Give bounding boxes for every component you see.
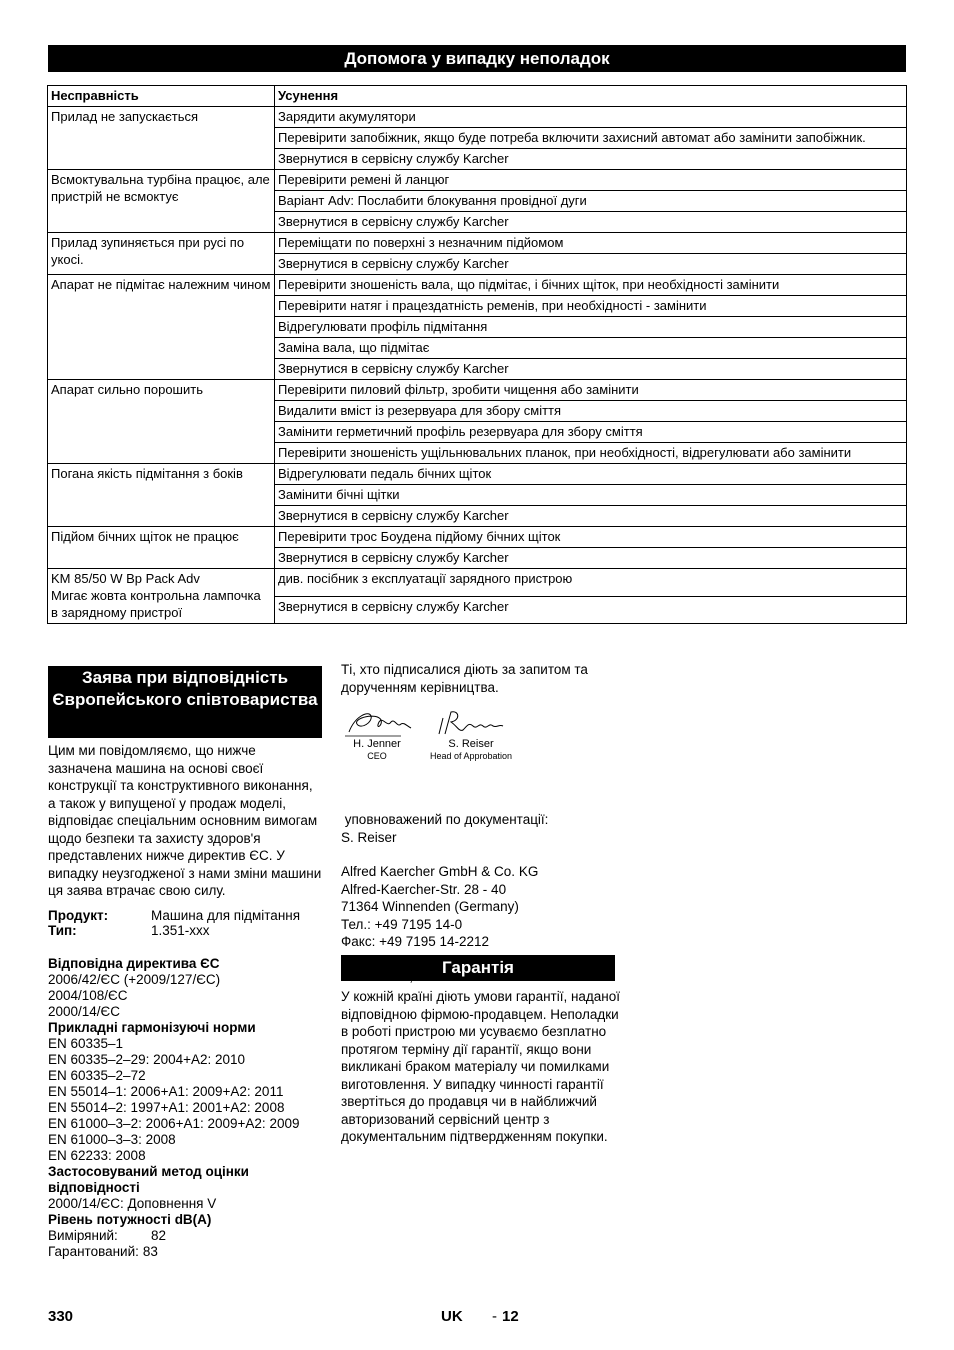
signer2-name: S. Reiser — [448, 738, 494, 750]
standard-item: EN 62233: 2008 — [48, 1147, 146, 1163]
remedy-cell: див. посібник з експлуатації зарядного пристрою — [275, 569, 907, 597]
signature-jenner-scribble — [341, 706, 413, 738]
remedy-cell: Замінити герметичний профіль резервуара для збору сміття — [275, 422, 907, 443]
measured-row — [48, 1228, 323, 1244]
remedy-cell: Перевірити натяг і працездатність ременів, при необхідності - замінити — [275, 296, 907, 317]
signature-jenner — [341, 706, 413, 762]
product-value: Машина для підмітання — [151, 907, 301, 923]
remedy-cell: Варіант Adv: Послабити блокування провідної дуги — [275, 191, 907, 212]
remedy-cell: Переміщати по поверхні з незначним підйомом — [275, 233, 907, 254]
standard-item: EN 55014–2: 1997+A1: 2001+A2: 2008 — [48, 1099, 285, 1115]
column-header-fault: Несправність — [48, 86, 275, 107]
remedy-cell: Звернутися в сервісну службу Karcher — [275, 596, 907, 624]
guaranteed-label: Гарантований: — [48, 1243, 139, 1259]
table-row — [48, 527, 907, 548]
standards-list — [48, 1036, 323, 1164]
remedy-cell: Відрегулювати профіль підмітання — [275, 317, 907, 338]
remedy-cell: Звернутися в сервісну службу Karcher — [275, 359, 907, 380]
measured-label: Виміряний: — [48, 1227, 118, 1243]
signer2-role: Head of Approbation — [429, 751, 513, 761]
remedy-cell: Відрегулювати педаль бічних щіток — [275, 464, 907, 485]
remedy-cell: Видалити вміст із резервуара для збору сміття — [275, 401, 907, 422]
doc-authorized-label: уповноважений по документації: — [341, 812, 549, 827]
remedy-cell: Перевірити зношеність вала, що підмітає, і бічних щіток, при необхідності замінити — [275, 275, 907, 296]
section-page-number: 12 — [502, 1308, 519, 1325]
company-fax: Факс: +49 7195 14-2212 — [341, 934, 490, 949]
fault-cell: Апарат сильно порошить — [48, 380, 275, 464]
footer-dash: - — [492, 1308, 497, 1325]
remedy-cell: Перевірити трос Боудена підйому бічних щіток — [275, 527, 907, 548]
fault-cell: Погана якість підмітання з боків — [48, 464, 275, 527]
type-label: Тип: — [48, 923, 77, 938]
method-heading: Застосовуваний метод оцінки відповідності — [48, 1163, 249, 1195]
type-value: 1.351-xxx — [151, 923, 210, 938]
standard-item: EN 60335–2–72 — [48, 1067, 146, 1083]
guaranteed-value: 83 — [142, 1243, 158, 1259]
conformity-details — [48, 742, 323, 1260]
table-row — [48, 233, 907, 254]
remedy-cell: Звернутися в сервісну службу Karcher — [275, 506, 907, 527]
language-code: UK — [441, 1308, 463, 1325]
remedy-cell: Замінити бічні щітки — [275, 485, 907, 506]
directive-item: 2004/108/ЄС — [48, 987, 128, 1003]
signature-reiser-scribble — [429, 706, 513, 738]
remedy-cell: Заміна вала, що підмітає — [275, 338, 907, 359]
signature-reiser — [429, 706, 513, 762]
signatories-section — [341, 661, 621, 985]
remedy-cell: Перевірити пиловий фільтр, зробити чищення або замінити — [275, 380, 907, 401]
remedy-cell: Звернутися в сервісну службу Karcher — [275, 212, 907, 233]
standard-item: EN 55014–1: 2006+A1: 2009+A2: 2011 — [48, 1083, 284, 1099]
signatures — [341, 706, 621, 811]
signer1-name: H. Jenner — [353, 738, 401, 750]
standard-item: EN 61000–3–2: 2006+A1: 2009+A2: 2009 — [48, 1115, 300, 1131]
section-page — [492, 1308, 519, 1325]
fault-cell: KM 85/50 W Bp Pack Adv Мигає жовта контрольна лампочка в зарядному пристрої — [48, 569, 275, 624]
company-street: Alfred-Kaercher-Str. 28 - 40 — [341, 881, 507, 897]
fault-cell: Прилад не запускається — [48, 107, 275, 170]
product-label: Продукт: — [48, 907, 109, 923]
directive-item: 2006/42/ЄС (+2009/127/ЄС) — [48, 971, 221, 987]
fault-cell: Апарат не підмітає належним чином — [48, 275, 275, 380]
warranty-heading: Гарантія — [341, 955, 615, 981]
table-row — [48, 170, 907, 191]
standards-heading: Прикладні гармонізуючі норми — [48, 1019, 256, 1035]
standard-item: EN 60335–1 — [48, 1035, 124, 1051]
page-number: 330 — [48, 1308, 74, 1325]
conformity-intro: Цим ми повідомляємо, що нижче зазначена машина на основі своєї конструкції та конструктивного виконання, а також у випущеної у продаж моделі, відповідає спеціальним основним вимогам щодо безпеки та захисту здоров'я представлених нижче директив ЄС. У випадку неузгодженої з нами зміни машини ця заява втрачає свою силу. — [48, 743, 322, 898]
fault-cell: Всмоктувальна турбіна працює, але пристрій не всмоктує — [48, 170, 275, 233]
remedy-cell: Звернутися в сервісну службу Karcher — [275, 548, 907, 569]
table-row — [48, 380, 907, 401]
table-row — [48, 275, 907, 296]
company-city: 71364 Winnenden (Germany) — [341, 899, 519, 914]
directive-item: 2000/14/ЄС — [48, 1003, 121, 1019]
signer1-role: CEO — [367, 751, 387, 761]
column-header-remedy: Усунення — [275, 86, 907, 107]
method-value: 2000/14/ЄС: Доповнення V — [48, 1195, 217, 1211]
signatories-intro: Ті, хто підписалися діють за запитом та дорученням керівництва. — [341, 662, 588, 695]
measured-value: 82 — [151, 1227, 167, 1243]
fault-cell: Підйом бічних щіток не працює — [48, 527, 275, 569]
warranty-text: У кожній країні діють умови гарантії, наданої відповідною фірмою-продавцем. Неполадки в роботі пристрою ми усуваємо безплатно протягом терміну дії гарантії, якщо вони викликані браком матеріалу чи помилками виготовлення. У випадку чинності гарантії звертіться до продавця чи в найближчий авторизований сервісний центр з документальним підтвердженням покупки. — [341, 989, 621, 1144]
remedy-cell: Зарядити акумулятори — [275, 107, 907, 128]
power-heading: Рівень потужності dB(A) — [48, 1211, 212, 1227]
guaranteed-row — [48, 1244, 323, 1260]
troubleshooting-heading: Допомога у випадку неполадок — [48, 45, 906, 72]
table-row — [48, 464, 907, 485]
directives-list — [48, 972, 323, 1020]
table-row — [48, 107, 907, 128]
standard-item: EN 61000–3–3: 2008 — [48, 1131, 176, 1147]
fault-cell: Прилад зупиняється при русі по укосі. — [48, 233, 275, 275]
directives-heading: Відповідна директива ЄС — [48, 955, 220, 971]
remedy-cell: Перевірити зношеність ущільнювальних планок, при необхідності, відрегулювати або замінити — [275, 443, 907, 464]
troubleshooting-table — [47, 85, 907, 624]
table-row — [48, 569, 907, 597]
company-phone: Тел.: +49 7195 14-0 — [341, 916, 463, 932]
remedy-cell: Перевірити ремені й ланцюг — [275, 170, 907, 191]
company-name: Alfred Kaercher GmbH & Co. KG — [341, 864, 539, 879]
conformity-heading: Заява при відповідність Європейського співтовариства — [48, 666, 322, 738]
remedy-cell: Звернутися в сервісну службу Karcher — [275, 149, 907, 170]
standard-item: EN 60335–2–29: 2004+A2: 2010 — [48, 1051, 246, 1067]
remedy-cell: Перевірити запобіжник, якщо буде потреба включити захисний автомат або замінити запобіжник. — [275, 128, 907, 149]
remedy-cell: Звернутися в сервісну службу Karcher — [275, 254, 907, 275]
type-row — [48, 922, 323, 940]
doc-authorized-name: S. Reiser — [341, 829, 397, 845]
